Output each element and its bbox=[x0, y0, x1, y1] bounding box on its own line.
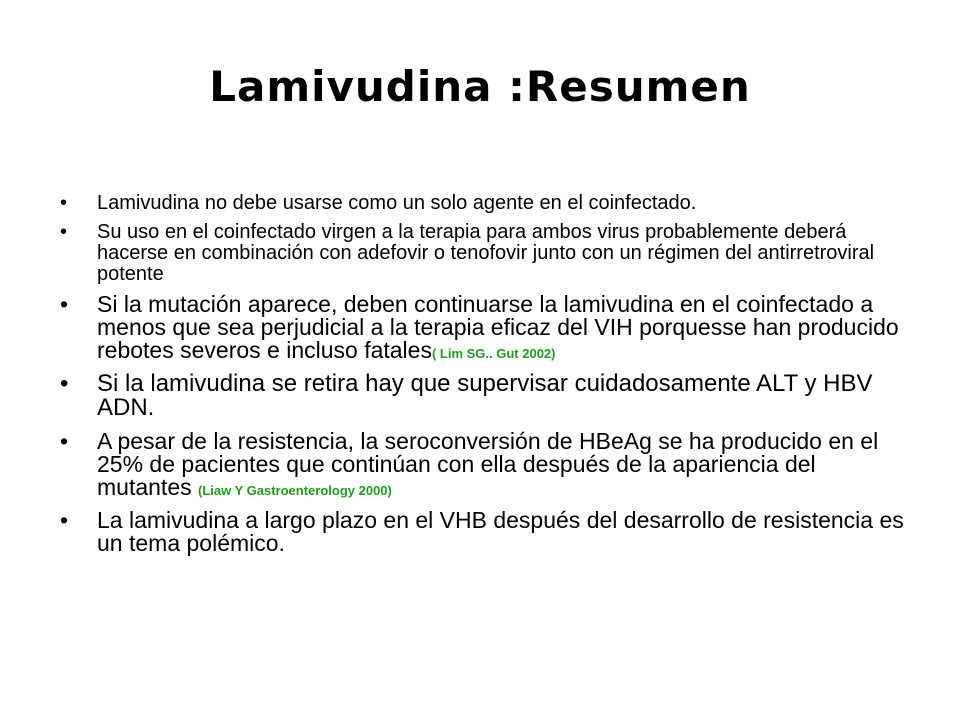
bullet-item bbox=[60, 509, 910, 555]
citation-lim-gut-2002: ( Lim SG.. Gut 2002) bbox=[431, 346, 556, 361]
bullet-dot: • bbox=[60, 370, 69, 397]
bullet-item bbox=[60, 293, 910, 362]
slide-title: Lamivudina :Resumen bbox=[209, 62, 751, 111]
bullet-item bbox=[60, 222, 910, 285]
bullet-text: Su uso en el coinfectado virgen a la terapia para ambos virus probablemente deberá hacerse en combinación con adefovir o tenofovir junto con un régimen del antirretroviral potente bbox=[97, 221, 875, 285]
bullet-item bbox=[60, 372, 910, 420]
bullet-text: Lamivudina no debe usarse como un solo agente en el coinfectado. bbox=[97, 192, 697, 214]
bullet-text: La lamivudina a largo plazo en el VHB después del desarrollo de resistencia es un tema polémico. bbox=[97, 507, 904, 556]
bullet-text: Si la lamivudina se retira hay que supervisar cuidadosamente ALT y HBV ADN. bbox=[97, 370, 873, 421]
bullet-item bbox=[60, 430, 910, 499]
bullet-text: Si la mutación aparece, deben continuarse la lamivudina en el coinfectado a menos que sea perjudicial a la terapia eficaz del VIH porquesse han producido rebotes severos e incluso fatales bbox=[97, 291, 899, 363]
bullet-dot: • bbox=[60, 428, 69, 454]
citation-liaw-gastroenterology-2000: (Liaw Y Gastroenterology 2000) bbox=[198, 483, 392, 498]
bullet-dot: • bbox=[60, 507, 69, 533]
bullet-dot: • bbox=[60, 221, 68, 243]
bullet-text: A pesar de la resistencia, la seroconversión de HBeAg se ha producido en el 25% de pacientes que continúan con ella después de la apariencia del mutantes bbox=[97, 428, 879, 500]
bullet-list bbox=[60, 193, 910, 565]
bullet-dot: • bbox=[60, 192, 68, 214]
bullet-item bbox=[60, 193, 910, 214]
bullet-dot: • bbox=[60, 291, 69, 317]
